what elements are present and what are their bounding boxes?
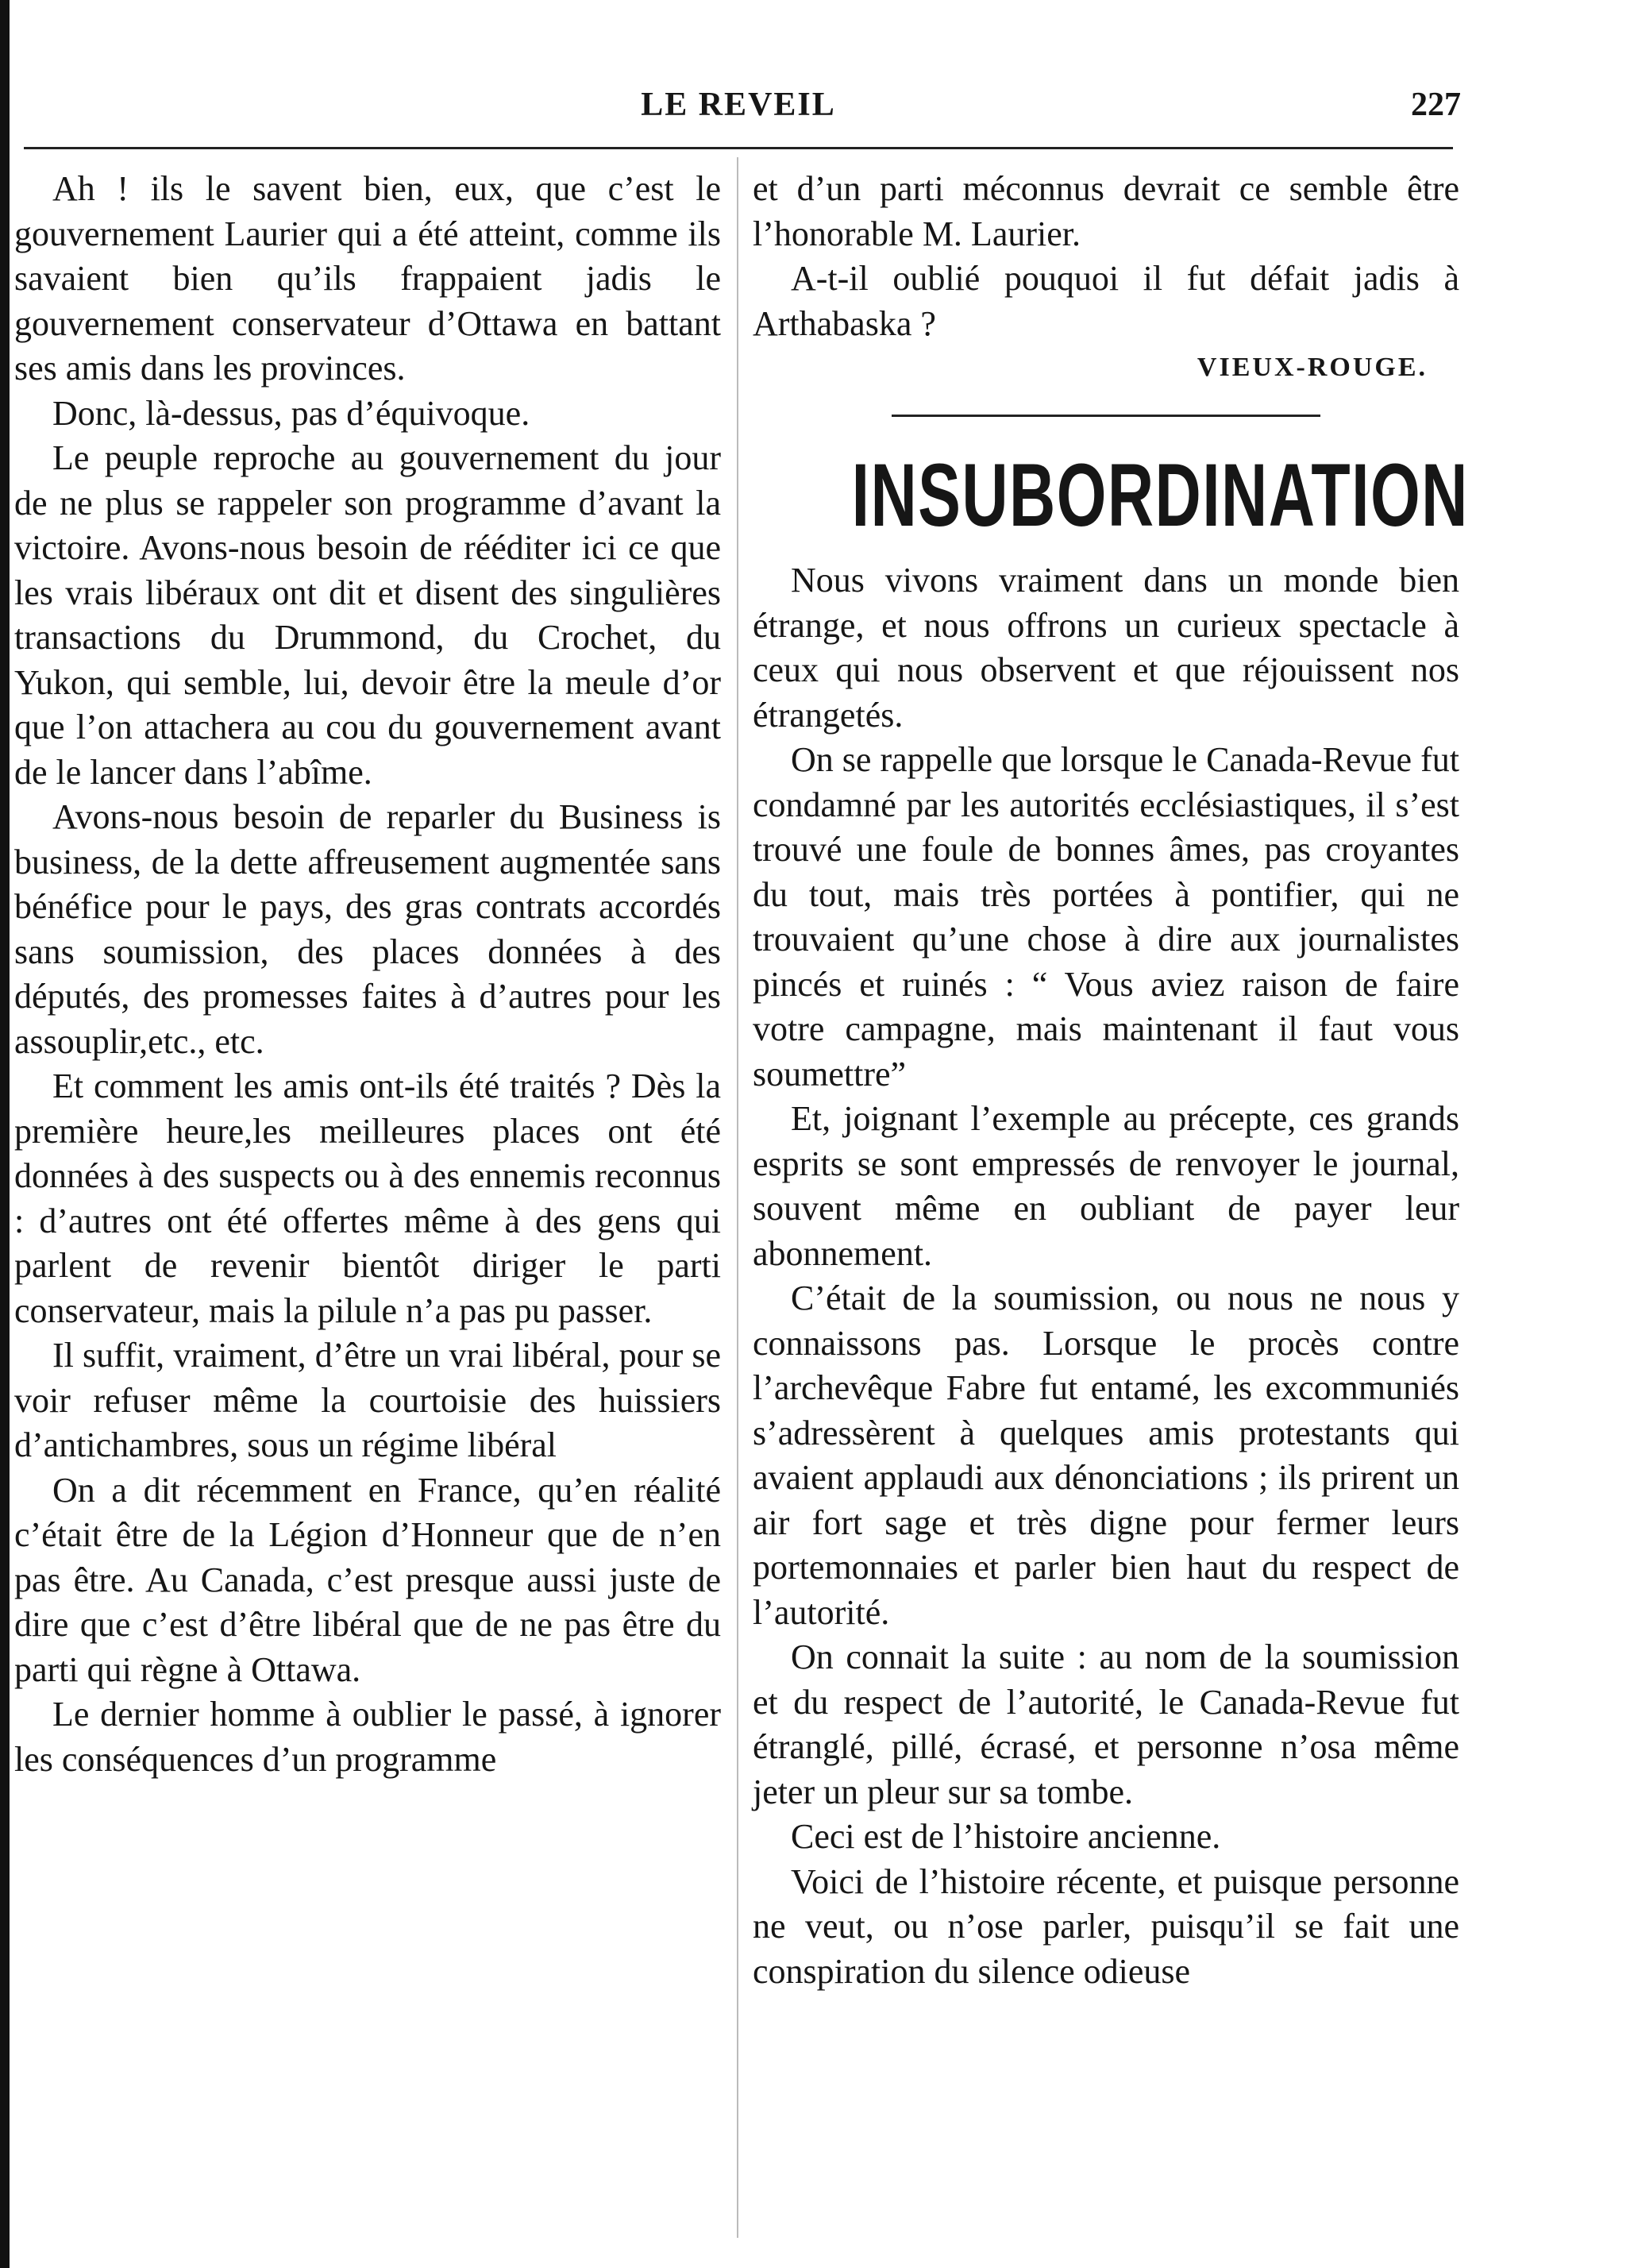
paragraph: Voici de l’histoire récente, et puisque personne ne veut, ou n’ose parler, puisqu’il se fait une conspiration du silence odieuse	[753, 1861, 1459, 1991]
author-signature: VIEUX-ROUGE.	[1197, 353, 1428, 382]
page-number: 227	[1411, 87, 1461, 123]
running-title: LE REVEIL	[641, 87, 836, 123]
right-column	[753, 167, 1469, 1994]
column-divider	[737, 157, 738, 2238]
paragraph: C’était de la soumission, ou nous ne nous y connaissons pas. Lorsque le procès contre l’archevêque Fabre fut entamé, les excommuniés s’adressèrent à quelques amis protestants qui avaient applaudi aux dénonciations ; ils prirent un air fort sage et très digne pour fermer leurs portemonnaies et parler bien haut du respect de l’autorité.	[753, 1279, 1459, 1632]
paragraph: Nous vivons vraiment dans un monde bien étrange, et nous offrons un curieux spectacle à ceux qui nous observent et que réjouissent nos étrangetés.	[753, 561, 1459, 735]
header-rule	[24, 147, 1453, 149]
paragraph: On se rappelle que lorsque le Canada-Revue fut condamné par les autorités ecclésiastiques, il s’est trouvé une foule de bonnes âmes, pas croyantes du tout, mais très portées à pontifier, qui ne trouvaient qu’une chose à dire aux journalistes pincés et ruinés : “ Vous aviez raison de faire votre campagne, mais maintenant il faut vous soumettre”	[753, 740, 1459, 1094]
left-column	[14, 167, 721, 1782]
paragraph: A-t-il oublié pouquoi il fut défait jadis à Arthabaska ?	[753, 259, 1459, 343]
continued-paragraph: et d’un parti méconnus devrait ce semble être l’honorable M. Laurier.	[753, 169, 1459, 253]
paragraph: Et, joignant l’exemple au précepte, ces grands esprits se sont empressés de renvoyer le journal, souvent même en oubliant de payer leur abonnement.	[753, 1099, 1459, 1273]
section-separator	[892, 415, 1320, 417]
paragraph: Le dernier homme à oublier le passé, à ignorer les conséquences d’un programme	[14, 1695, 721, 1779]
article-title: INSUBORDINATION	[851, 446, 1469, 545]
paragraph: Et comment les amis ont-ils été traités ? Dès la première heure,les meilleures places ont été données à des suspects ou à des ennemis reconnus : d’autres ont été offertes même à des gens qui parlent de revenir bientôt diriger le parti conservateur, mais la pilule n’a pas pu passer.	[14, 1066, 721, 1330]
paragraph: Il suffit, vraiment, d’être un vrai libéral, pour se voir refuser même la courtoisie des huissiers d’antichambres, sous un régime libéral	[14, 1336, 721, 1464]
paragraph: On connait la suite : au nom de la soumission et du respect de l’autorité, le Canada-Revue fut étranglé, pillé, écrasé, et personne n’osa même jeter un pleur sur sa tombe.	[753, 1637, 1459, 1811]
paragraph: Avons-nous besoin de reparler du Business is business, de la dette affreusement augmentée sans bénéfice pour le pays, des gras contrats accordés sans soumission, des places données à des députés, des promesses faites à d’autres pour les assouplir,etc., etc.	[14, 797, 721, 1061]
paragraph: Le peuple reproche au gouvernement du jour de ne plus se rappeler son programme d’avant la victoire. Avons-nous besoin de rééditer ici ce que les vrais libéraux ont dit et disent des singulières transactions du Drummond, du Crochet, du Yukon, qui semble, lui, devoir être la meule d’or que l’on attachera au cou du gouvernement avant de le lancer dans l’abîme.	[14, 438, 721, 792]
paragraph: On a dit récemment en France, qu’en réalité c’était être de la Légion d’Honneur que de n’en pas être. Au Canada, c’est presque aussi juste de dire que c’est d’être libéral que de ne pas être du parti qui règne à Ottawa.	[14, 1470, 721, 1689]
paragraph: Ceci est de l’histoire ancienne.	[791, 1817, 1221, 1856]
page-binding-edge	[0, 0, 10, 2268]
paragraph: Donc, là-dessus, pas d’équivoque.	[52, 393, 530, 433]
paragraph: Ah ! ils le savent bien, eux, que c’est le gouvernement Laurier qui a été atteint, comme ils savaient bien qu’ils frappaient jadis le gouvernement conservateur d’Ottawa en battant ses amis dans les provinces.	[14, 169, 721, 388]
running-head	[24, 86, 1461, 133]
